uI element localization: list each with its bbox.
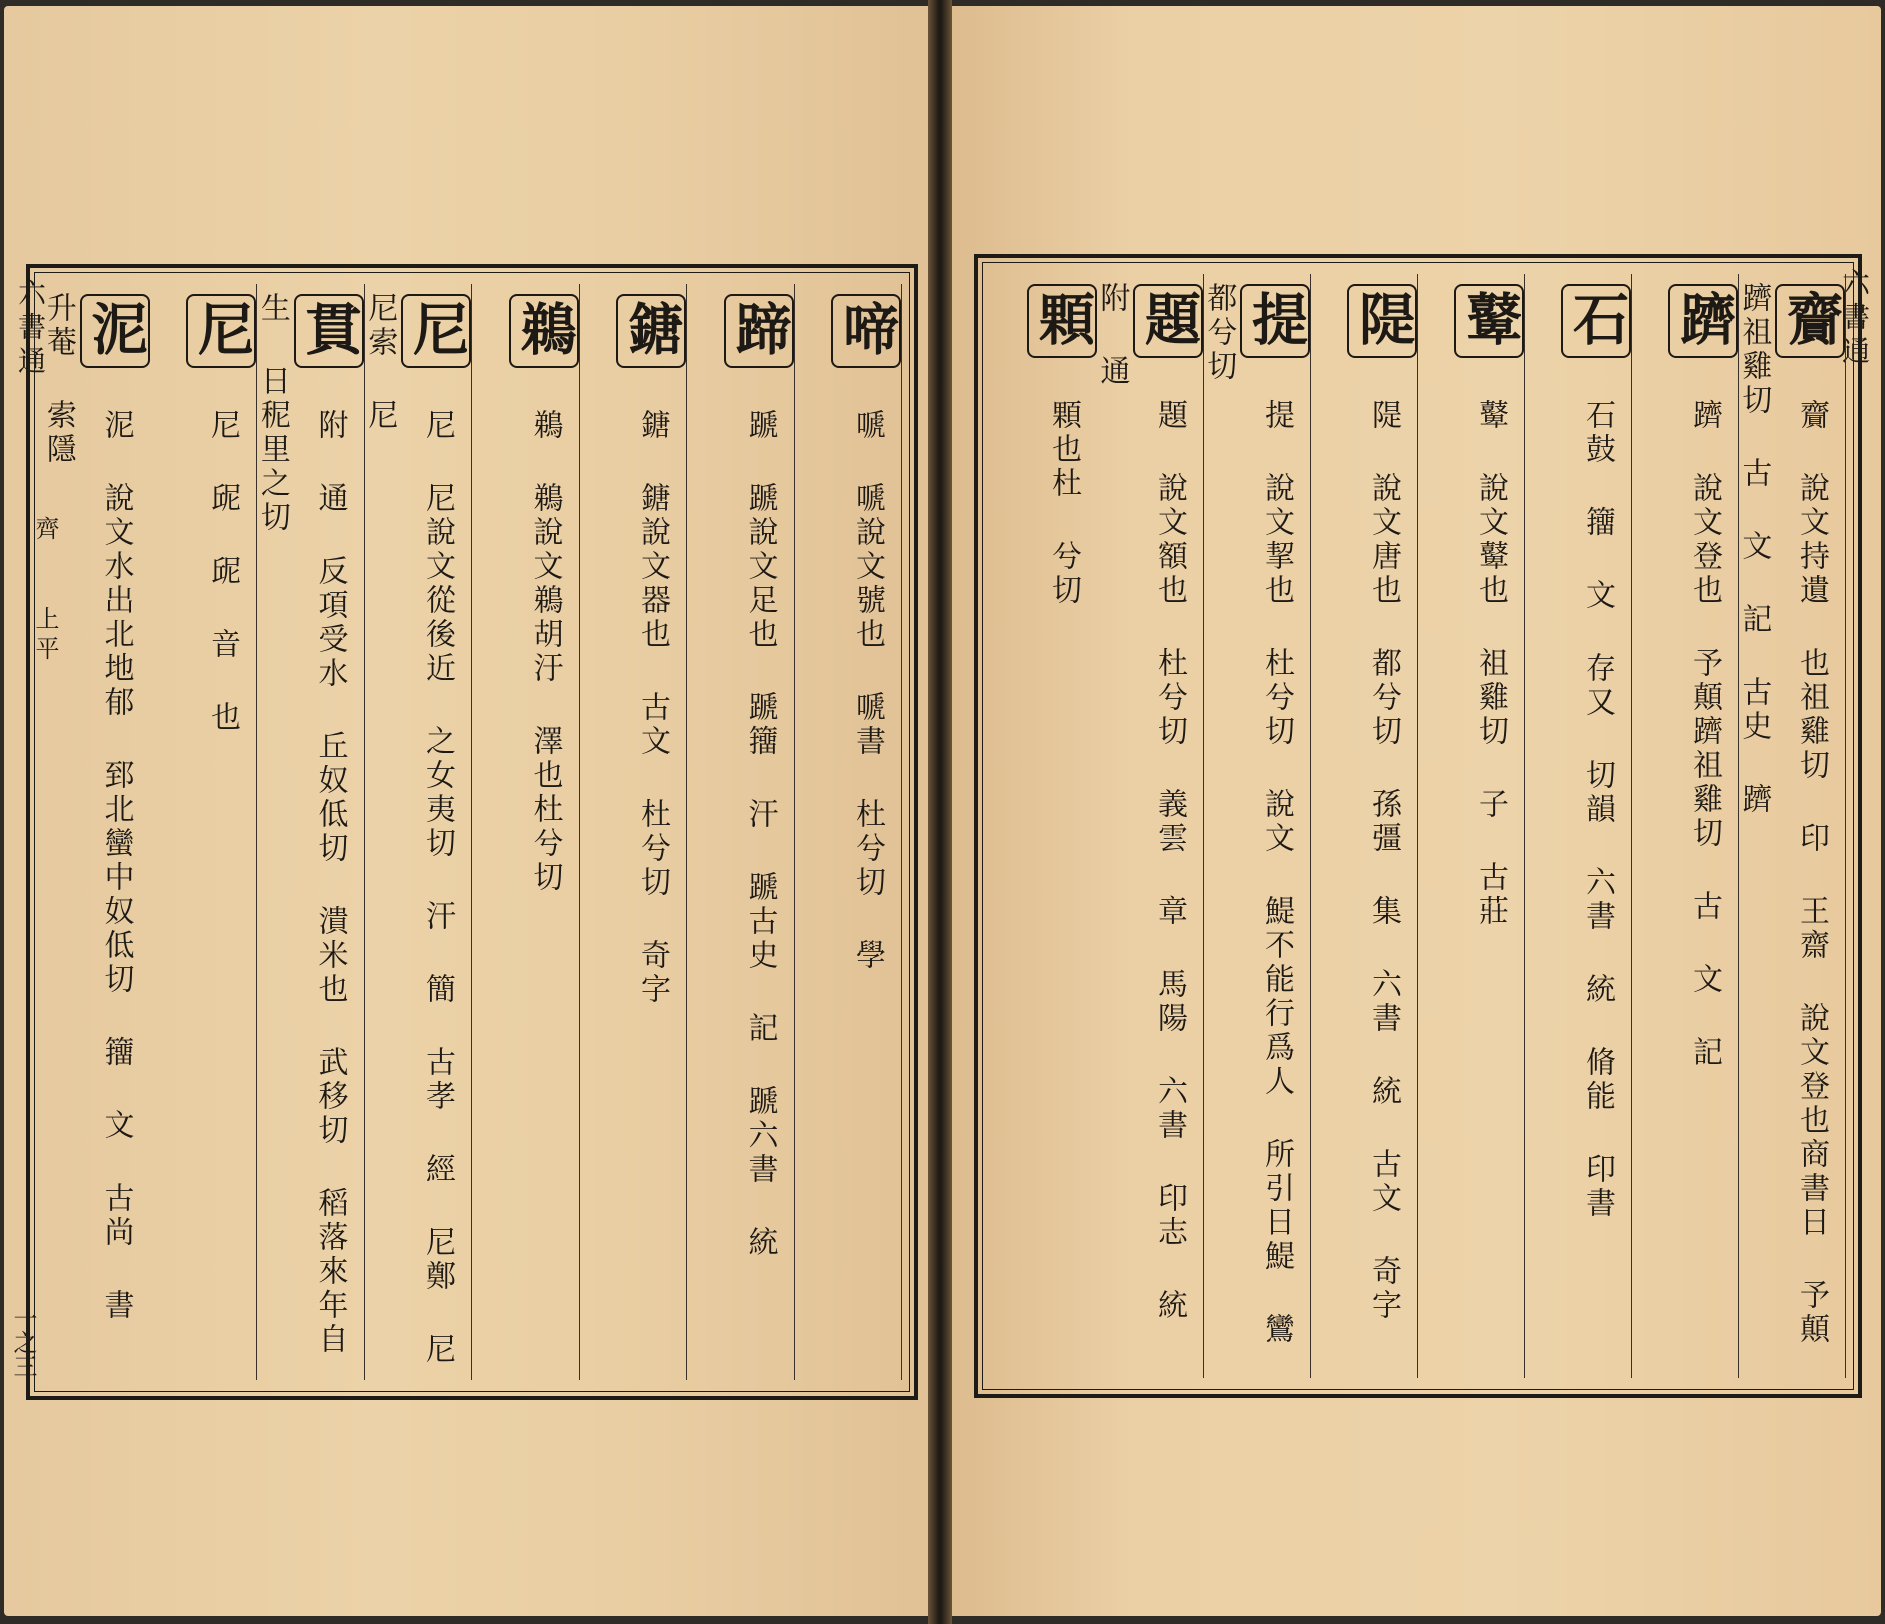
entry-annotation: 齎 說文持遺 也祖雞切 印 王齋 說文登也商書日 予顛躋祖雞切 古 文 記 古史 躋 [1736, 282, 1829, 1347]
entry-head-character: 尼 [401, 294, 471, 368]
right-page-column [1201, 274, 1311, 1378]
entry-annotation: 石鼓 籒 文 存又 切韻 六書 統 脩能 印書 [1580, 360, 1615, 1221]
right-page-column [1094, 274, 1204, 1378]
right-page-column [1525, 274, 1632, 1378]
entry-annotation: 躋 說文登也 予顛躋祖雞切 古 文 記 [1687, 360, 1722, 1070]
entry-head-character: 鼙 [1454, 284, 1524, 358]
left-page-column [254, 284, 365, 1380]
entry-head-character: 躋 [1668, 284, 1738, 358]
entry-annotation: 提 說文挈也 杜兮切 說文 鯷不能行爲人 所引日鯷 鸞都兮切 [1201, 282, 1294, 1347]
entry-annotation: 鎕 鎕說文器也 古文 杜兮切 奇字 [635, 370, 670, 1007]
right-page-column [1736, 274, 1846, 1378]
entry-head-character: 顆 [1027, 284, 1097, 358]
entry-head-character: 鎕 [616, 294, 686, 368]
entry-head-character: 鵜 [509, 294, 579, 368]
right-page [944, 6, 1881, 1616]
entry-annotation: 顆也杜 兮切 [1046, 360, 1081, 608]
entry-annotation: 附 通 反項受水 丘奴低切 潰米也 武移切 稻落來年自生 日秜里之切 [254, 292, 348, 1357]
right-page-column [1311, 274, 1418, 1378]
entry-annotation: 鵜 鵜說文鵜胡汙 澤也杜兮切 [527, 370, 563, 895]
book-gutter [928, 0, 952, 1624]
entry-annotation: 題 說文額也 杜兮切 義雲 章 馬陽 六書 印志 統 附 通 [1094, 282, 1187, 1362]
left-page-column [42, 284, 150, 1380]
entry-head-character: 題 [1133, 284, 1203, 358]
left-page-column [687, 284, 795, 1380]
left-page-column [150, 284, 258, 1380]
right-page-column [990, 274, 1097, 1378]
right-page-column [1632, 274, 1739, 1378]
entry-annotation: 隄 說文唐也 都兮切 孫彊 集 六書 統 古文 奇字 [1366, 360, 1401, 1323]
left-page-column [580, 284, 688, 1380]
right-page-frame [974, 254, 1862, 1398]
left-margin-rhyme: 齊 [31, 516, 59, 546]
entry-head-character: 尼 [186, 294, 256, 368]
entry-head-character: 石 [1561, 284, 1631, 358]
right-page-column [1418, 274, 1525, 1378]
left-page-column [472, 284, 580, 1380]
entry-annotation: 尼 屔 屔 音 也 [205, 370, 240, 735]
left-page-number: 一之三 [9, 1306, 37, 1378]
entry-head-character: 齎 [1775, 284, 1845, 358]
entry-head-character: 蹄 [724, 294, 794, 368]
left-page-column [795, 284, 903, 1380]
entry-head-character: 提 [1240, 284, 1310, 358]
left-page-frame [26, 264, 918, 1406]
entry-annotation: 蹏 蹏說文足也 蹏籒 汗 蹏古史 記 蹏六書 統 [742, 370, 778, 1260]
left-margin-title: 六書通 [14, 278, 47, 380]
entry-annotation: 尼 尼說文從後近 之女夷切 汗 簡 古孝 經 尼鄭 尼 尼索 尼 [362, 292, 455, 1406]
left-margin-tone: 上平 [31, 606, 59, 666]
entry-annotation: 泥 說文水出北地郁 郅北蠻中奴低切 籒 文 古尚 書 升菴 索隱 [40, 292, 134, 1362]
entry-head-character: 啼 [831, 294, 901, 368]
entry-head-character: 貫 [294, 294, 364, 368]
entry-head-character: 泥 [80, 294, 150, 368]
right-margin-title: 六書通 [1838, 268, 1871, 370]
left-page-column [362, 284, 473, 1406]
entry-head-character: 隄 [1347, 284, 1417, 358]
left-page [4, 6, 936, 1616]
entry-annotation: 鼙 說文鼙也 祖雞切 子 古莊 [1473, 360, 1508, 929]
entry-annotation: 嗁 嗁說文號也 嗁書 杜兮切 學 [850, 370, 885, 973]
